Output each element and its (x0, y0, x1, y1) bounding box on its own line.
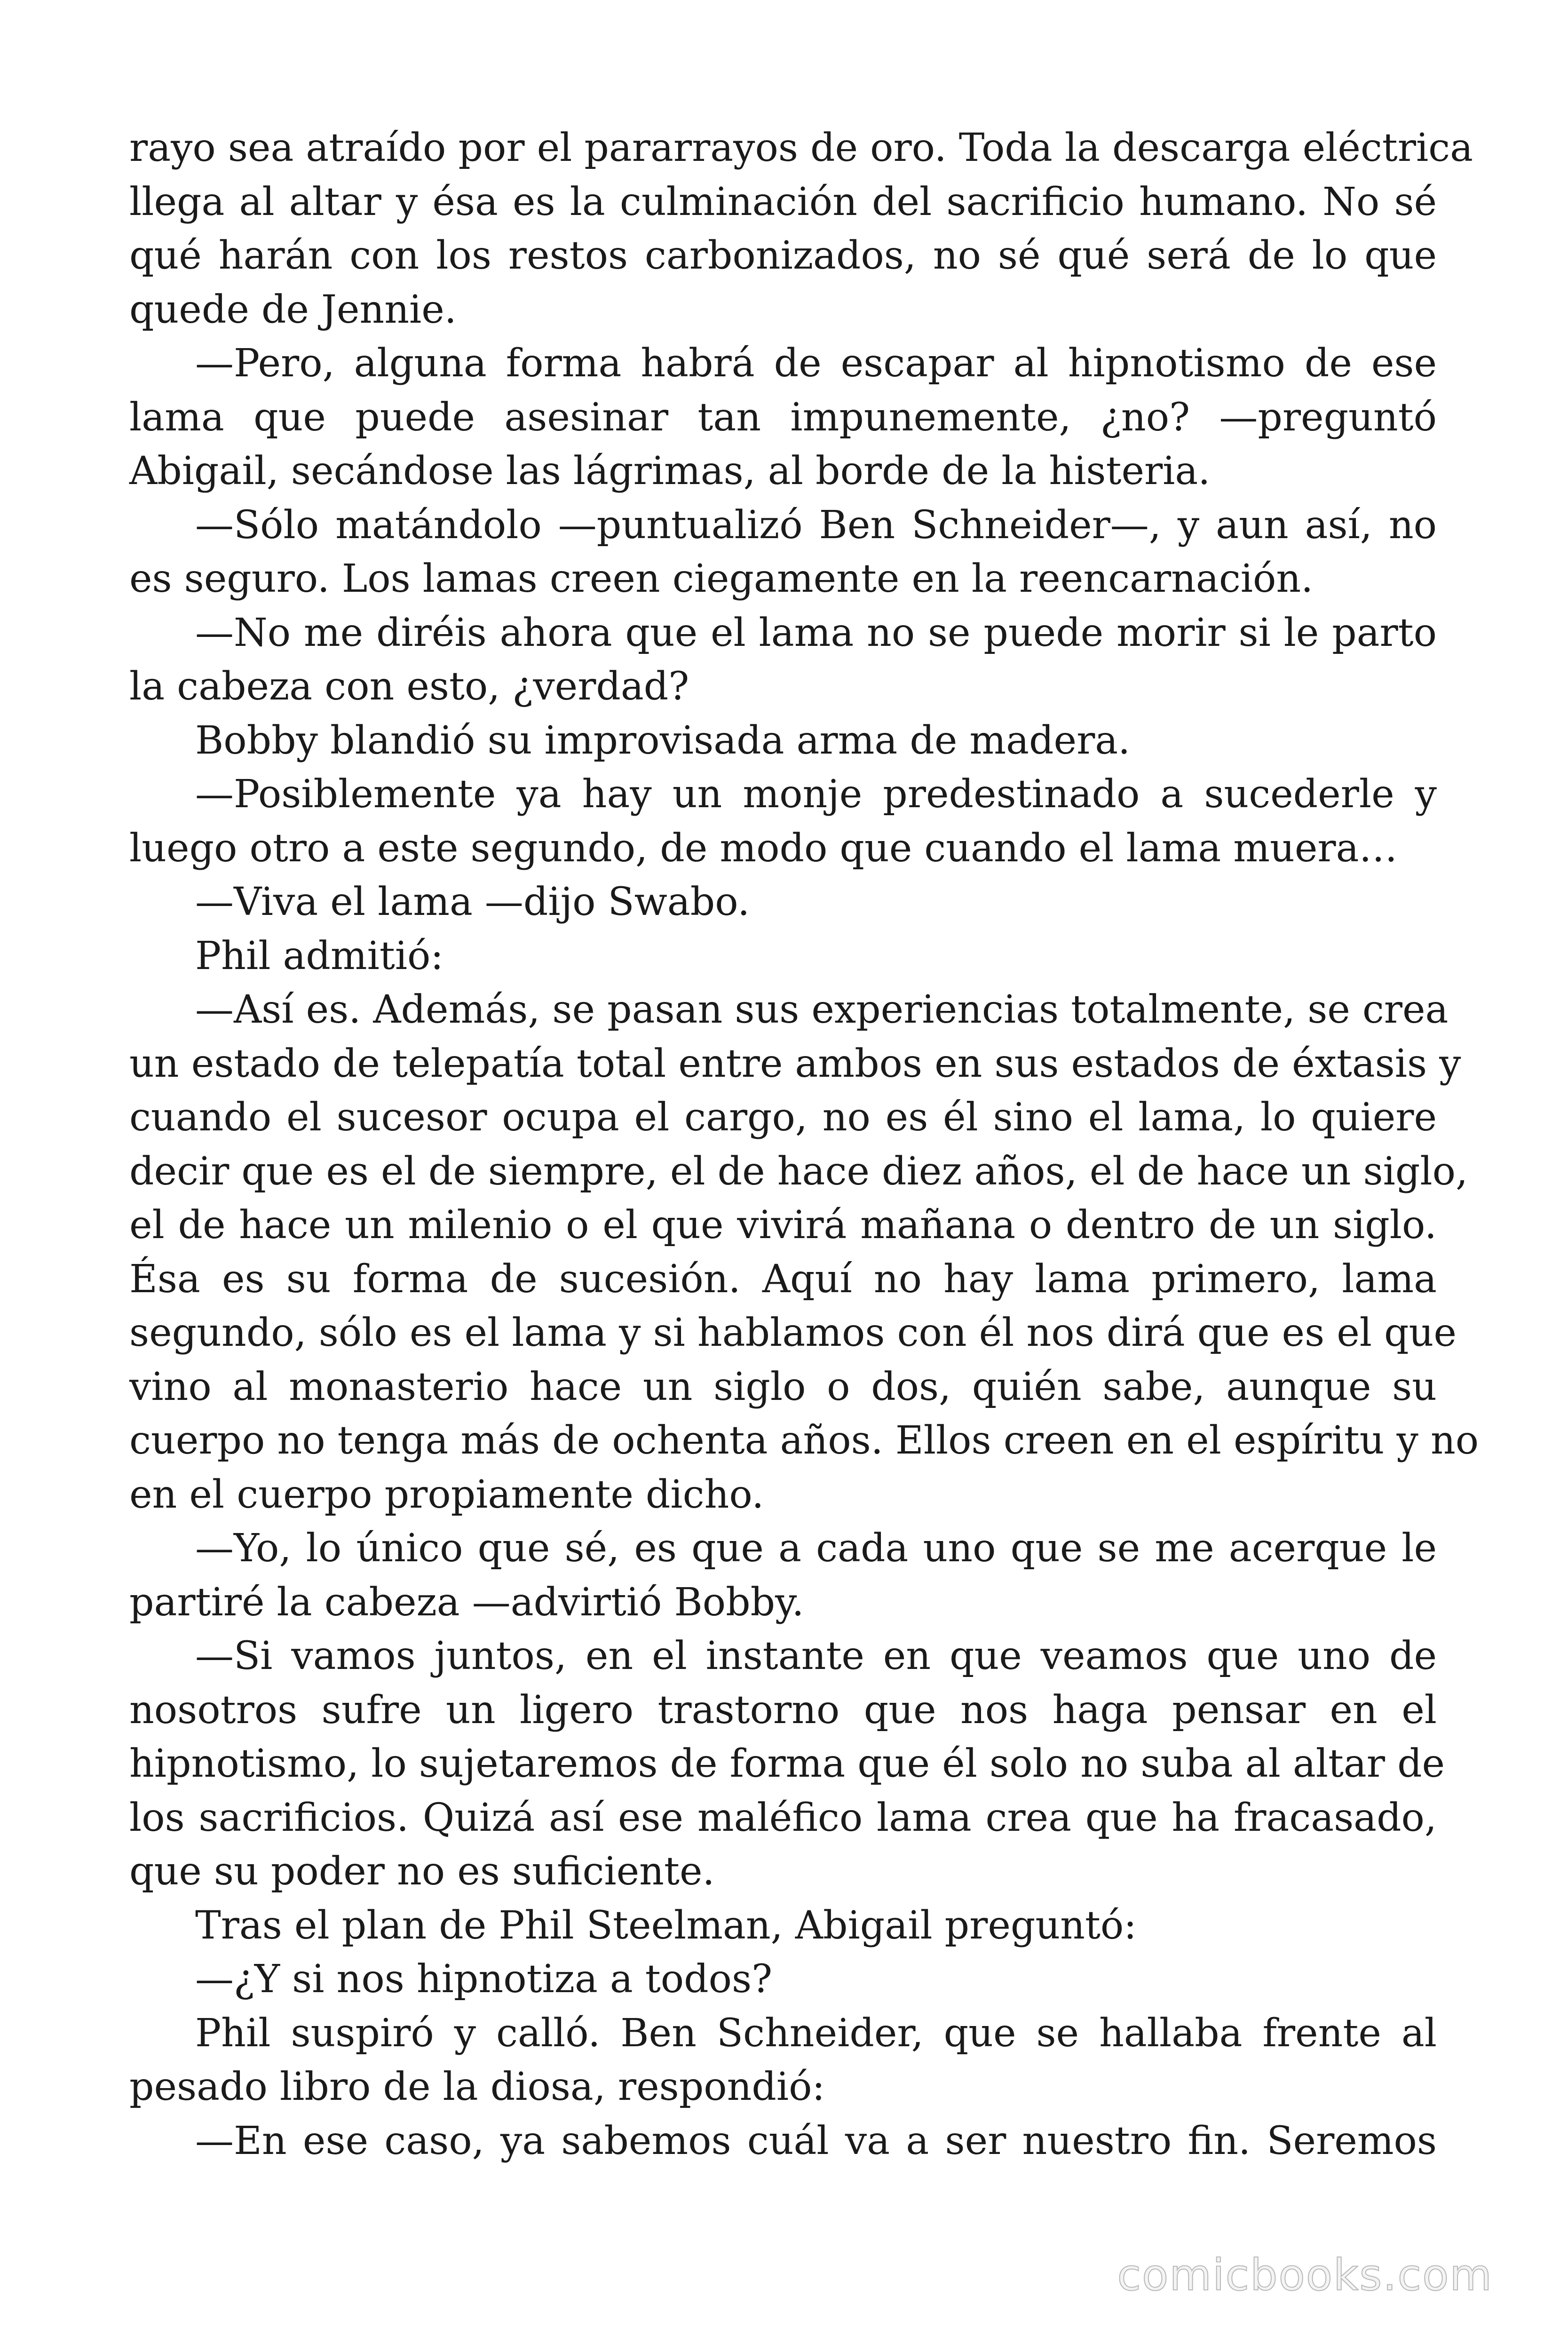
text-line: hipnotismo, lo sujetaremos de forma que él solo no suba al altar de (129, 1741, 1445, 1786)
text-line: —Yo, lo único que sé, es que a cada uno que se me acerque le (195, 1526, 1437, 1571)
text-line: —Así es. Además, se pasan sus experiencias totalmente, se crea (195, 987, 1449, 1032)
watermark-logo: comicbooks.com (1117, 2250, 1493, 2300)
text-line: qué harán con los restos carbonizados, no sé qué será de lo que (129, 233, 1437, 278)
text-line: —Posiblemente ya hay un monje predestinado a sucederle y (195, 772, 1437, 817)
text-line: un estado de telepatía total entre ambos en sus estados de éxtasis y (129, 1041, 1461, 1086)
text-line: el de hace un milenio o el que vivirá mañana o dentro de un siglo. (129, 1203, 1437, 1248)
text-line: Ésa es su forma de sucesión. Aquí no hay lama primero, lama (129, 1256, 1437, 1302)
text-line: —Si vamos juntos, en el instante en que veamos que uno de (195, 1634, 1437, 1678)
text-line: pesado libro de la diosa, respondió: (129, 2065, 825, 2109)
text-line: llega al altar y ésa es la culminación del sacrificio humano. No sé (129, 179, 1437, 224)
text-line: quede de Jennie. (129, 287, 457, 332)
text-line: cuando el sucesor ocupa el cargo, no es él sino el lama, lo quiere (129, 1095, 1437, 1140)
text-line: partiré la cabeza —advirtió Bobby. (129, 1580, 804, 1625)
text-line: —Sólo matándolo —puntualizó Ben Schneider—, y aun así, no (195, 502, 1437, 548)
text-line: —Viva el lama —dijo Swabo. (195, 880, 750, 924)
text-line: Phil admitió: (195, 933, 444, 978)
text-line: que su poder no es suficiente. (129, 1849, 715, 1894)
text-line: Bobby blandió su improvisada arma de madera. (195, 718, 1131, 763)
text-line: en el cuerpo propiamente dicho. (129, 1472, 764, 1517)
text-line: es seguro. Los lamas creen ciegamente en la reencarnación. (129, 556, 1314, 601)
text-line: vino al monasterio hace un siglo o dos, quién sabe, aunque su (129, 1364, 1437, 1409)
text-line: Phil suspiró y calló. Ben Schneider, que se hallaba frente al (195, 2010, 1437, 2056)
text-line: lama que puede asesinar tan impunemente, ¿no? —preguntó (129, 395, 1437, 440)
text-line: Abigail, secándose las lágrimas, al borde de la histeria. (129, 449, 1211, 493)
page-text (129, 121, 1479, 2168)
text-line: la cabeza con esto, ¿verdad? (129, 664, 689, 709)
text-line: Tras el plan de Phil Steelman, Abigail preguntó: (195, 1903, 1137, 1948)
text-line: rayo sea atraído por el pararrayos de oro. Toda la descarga eléctrica (129, 126, 1473, 170)
text-line: —¿Y si nos hipnotiza a todos? (195, 1957, 773, 2002)
text-line: los sacrificios. Quizá así ese maléfico lama crea que ha fracasado, (129, 1795, 1437, 1840)
text-line: decir que es el de siempre, el de hace diez años, el de hace un siglo, (129, 1149, 1468, 1194)
text-line: cuerpo no tenga más de ochenta años. Ellos creen en el espíritu y no (129, 1418, 1479, 1463)
text-line: nosotros sufre un ligero trastorno que nos haga pensar en el (129, 1687, 1437, 1732)
text-line: —En ese caso, ya sabemos cuál va a ser nuestro fin. Seremos (195, 2118, 1437, 2163)
text-line: luego otro a este segundo, de modo que cuando el lama muera… (129, 826, 1398, 871)
text-line: segundo, sólo es el lama y si hablamos con él nos dirá que es el que (129, 1311, 1457, 1355)
text-line: —Pero, alguna forma habrá de escapar al hipnotismo de ese (195, 341, 1437, 386)
text-line: —No me diréis ahora que el lama no se puede morir si le parto (195, 610, 1437, 655)
